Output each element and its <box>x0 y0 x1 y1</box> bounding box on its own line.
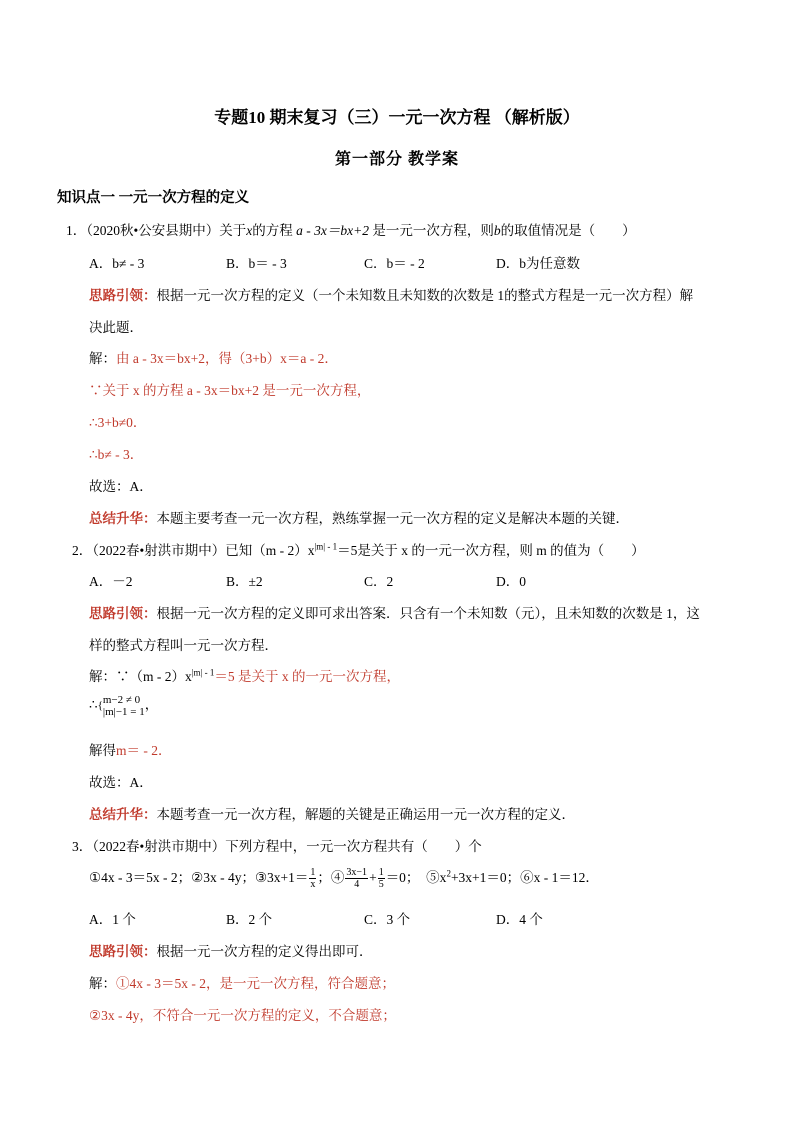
q1-solution-3: ∴3+b≠0． <box>89 415 147 430</box>
q1-option-d: D．b为任意数 <box>496 256 580 271</box>
q3-hint <box>89 940 373 960</box>
q2-solution-3 <box>89 739 172 759</box>
q1-hint-cont: 决此题． <box>89 320 143 335</box>
q2-option-a: A．－2 <box>89 574 133 589</box>
q3-hint-label: 思路引领： <box>89 944 157 959</box>
q3-stem: 3．（2022春•射洪市期中）下列方程中，一元一次方程共有（ ）个 <box>72 839 482 854</box>
q2-hint-cont: 样的整式方程叫一元一次方程． <box>89 638 278 653</box>
q3-eq-text4: ＝0； ⑤x <box>385 870 447 885</box>
q2-summary-text: 本题考查一元一次方程，解题的关键是正确运用一元一次方程的定义． <box>156 807 575 822</box>
q1-stem-text2: 的方程 <box>252 223 293 238</box>
q3-option-a: A．1 个 <box>89 912 136 927</box>
q1-option-b: B．b＝ - 3 <box>226 256 287 271</box>
q2-hint <box>89 602 700 622</box>
q2-system-line1: m−2 ≠ 0 <box>102 693 141 706</box>
q3-hint-text: 根据一元一次方程的定义得出即可． <box>156 944 373 959</box>
q3-solution-2: ②3x - 4y，不符合一元一次方程的定义，不合题意； <box>89 1008 396 1023</box>
q2-stem-text: 2．（2022春•射洪市期中）已知（m - 2）x <box>72 543 315 558</box>
q2-solution-system <box>89 693 158 718</box>
q2-therefore: ∴ <box>89 697 98 712</box>
q3-option-b: B．2 个 <box>226 912 273 927</box>
q3-f2-den: 4 <box>354 879 360 891</box>
q2-solution-1 <box>89 665 400 685</box>
q3-eq-exponent: 2 <box>446 868 451 879</box>
q2-answer: 故选：A． <box>89 775 153 790</box>
q1-summary <box>89 507 629 527</box>
q2-system-comma: ， <box>144 697 159 712</box>
q2-solve-label: 解得 <box>89 743 116 758</box>
q3-fraction-3 <box>378 867 385 890</box>
q1-var-b: b <box>493 223 501 238</box>
q2-summary-label: 总结升华： <box>89 807 157 822</box>
q3-option-c: C．3 个 <box>364 912 411 927</box>
q2-stem <box>72 539 645 559</box>
q1-sol-label: 解： <box>89 351 116 366</box>
q2-hint-text: 根据一元一次方程的定义即可求出答案．只含有一个未知数（元），且未知数的次数是 1，这 <box>156 606 700 621</box>
q3-f2-num: 3x−1 <box>346 867 368 879</box>
q2-summary <box>89 803 575 823</box>
q3-sol-text: ①4x - 3＝5x - 2，是一元一次方程，符合题意； <box>116 976 395 991</box>
q3-eq-text1: ①4x - 3＝5x - 2；②3x - 4y；③3x+1＝ <box>89 870 309 885</box>
q2-equation-system: { m−2 ≠ 0 |m|−1 = 1 <box>97 693 145 718</box>
q1-summary-text: 本题主要考查一元一次方程，熟练掌握一元一次方程的定义是解决本题的关键． <box>156 511 629 526</box>
q1-hint-label: 思路引领： <box>89 288 157 303</box>
q2-hint-label: 思路引领： <box>89 606 157 621</box>
q3-equations <box>89 866 599 890</box>
q2-system-line2: |m|−1 = 1 <box>102 705 145 718</box>
q1-equation: a - 3x＝bx+2 <box>296 223 369 238</box>
q2-stem-text2: ＝5是关于 x 的一元一次方程，则 m 的值为（ ） <box>337 543 645 558</box>
q3-f1-den: x <box>310 879 316 891</box>
q3-fraction-2 <box>345 867 368 890</box>
q1-solution-4: ∴b≠ - 3． <box>89 447 144 462</box>
q1-answer: 故选：A． <box>89 479 153 494</box>
q1-stem-text: 1．（2020秋•公安县期中）关于 <box>66 223 247 238</box>
q3-f3-den: 5 <box>378 879 384 891</box>
q3-eq-plus: + <box>369 870 377 885</box>
q1-solution-1 <box>89 347 338 367</box>
q2-option-c: C．2 <box>364 574 394 589</box>
q2-sol-text2: ＝5 是关于 x 的一元一次方程， <box>214 669 400 684</box>
section-heading: 知识点一 一元一次方程的定义 <box>57 190 250 206</box>
q1-hint <box>89 284 693 304</box>
q1-stem-text3: 是一元一次方程，则 <box>372 223 494 238</box>
q1-option-c: C．b＝ - 2 <box>364 256 425 271</box>
part-heading: 第一部分 教学案 <box>334 151 459 168</box>
q3-f3-num: 1 <box>378 867 384 879</box>
q3-fraction-1 <box>309 867 316 890</box>
q2-solve-result: m＝ - 2． <box>116 743 172 758</box>
q1-option-a: A．b≠ - 3 <box>89 256 145 271</box>
q3-solution-1 <box>89 972 395 992</box>
q1-summary-label: 总结升华： <box>89 511 157 526</box>
q3-option-d: D．4 个 <box>496 912 543 927</box>
q1-hint-text: 根据一元一次方程的定义（一个未知数且未知数的次数是 1的整式方程是一元一次方程）解 <box>156 288 694 303</box>
document-title: 专题10 期末复习（三）一元一次方程 （解析版） <box>214 108 580 127</box>
q2-option-b: B．±2 <box>226 574 263 589</box>
q3-sol-label: 解： <box>89 976 116 991</box>
q2-sol-exponent: |m| - 1 <box>191 667 215 678</box>
q1-solution-2: ∵关于 x 的方程 a - 3x＝bx+2 是一元一次方程， <box>89 383 371 398</box>
q1-stem <box>66 219 636 239</box>
q3-f1-num: 1 <box>310 867 316 879</box>
q1-stem-text4: 的取值情况是（ ） <box>500 223 636 238</box>
q2-exponent: |m| - 1 <box>314 541 338 552</box>
q3-eq-text2: ；④ <box>317 870 345 885</box>
q1-var: x <box>246 223 253 238</box>
q3-eq-text5: +3x+1＝0；⑥x - 1＝12． <box>450 870 599 885</box>
q1-sol-text: 由 a - 3x＝bx+2，得（3+b）x＝a - 2． <box>116 351 338 366</box>
q2-option-d: D．0 <box>496 574 526 589</box>
q2-sol-text: 解：∵（m - 2）x <box>89 669 192 684</box>
